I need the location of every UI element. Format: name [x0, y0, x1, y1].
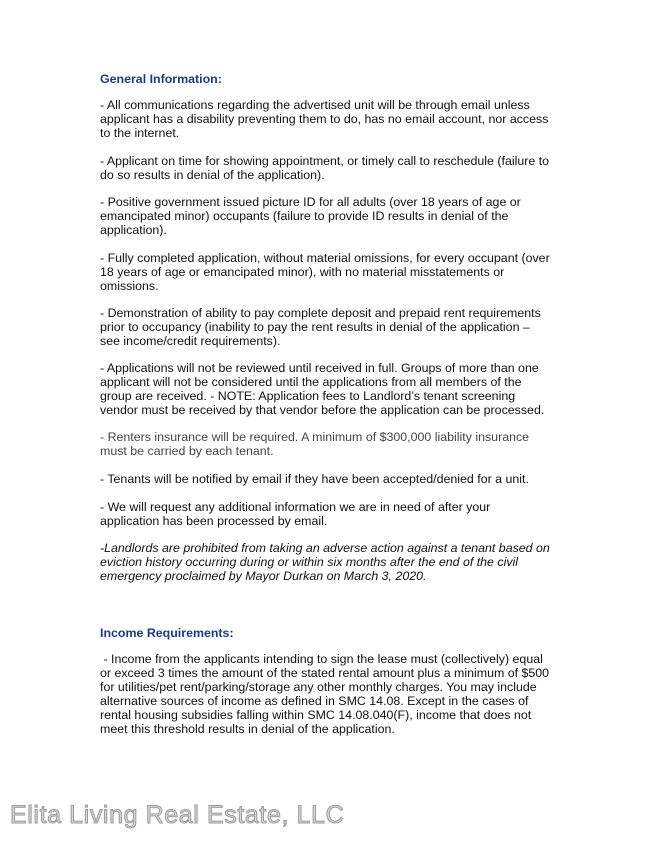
paragraph-email-communications: - All communications regarding the advertised unit will be through email unless applicant has a disability preventing them to do, has no email account, nor access to the internet. — [100, 98, 549, 140]
paragraph-tenant-notification: - Tenants will be notified by email if they have been accepted/denied for a unit. — [100, 472, 529, 486]
income-heading-colon: : — [229, 626, 234, 640]
paragraph-application-review: - Applications will not be reviewed until received in full. Groups of more than one applicant will not be considered until the applications from all members of the group are received. - NOTE: Application fees to Landlord’s tenant screening vendor must be received by that vendor before the application can be processed. — [100, 361, 545, 417]
general-information-heading: General Information: — [100, 72, 222, 86]
paragraph-additional-information: - We will request any additional information we are in need of after your application has been processed by email. — [100, 500, 491, 528]
income-heading-text: Income Requirements — [100, 626, 230, 640]
paragraph-picture-id: - Positive government issued picture ID for all adults (over 18 years of age or emancipated minor) occupants (failure to provide ID results in denial of the application). — [100, 195, 521, 237]
paragraph-renters-insurance: - Renters insurance will be required. A minimum of $300,000 liability insurance must be carried by each tenant. — [100, 430, 530, 458]
income-requirements-heading — [100, 626, 552, 640]
paragraph-eviction-history-notice: -Landlords are prohibited from taking an adverse action against a tenant based on eviction history occurring during or within six months after the end of the civil emergency proclaimed by Mayor Durkan on March 3, 2020. — [100, 541, 550, 583]
paragraph-completed-application: - Fully completed application, without material omissions, for every occupant (over 18 years of age or emancipated minor), with no material misstatements or omissions. — [100, 251, 550, 293]
paragraph-showing-appointment: - Applicant on time for showing appointment, or timely call to reschedule (failure to do so results in denial of the application). — [100, 154, 550, 182]
paragraph-deposit-ability: - Demonstration of ability to pay complete deposit and prepaid rent requirements prior to occupancy (inability to pay the rent results in denial of the application – see income/credit requirements). — [100, 306, 541, 348]
paragraph-income-requirements: - Income from the applicants intending to sign the lease must (collectively) equal or exceed 3 times the amount of the stated rental amount plus a minimum of $500 for utilities/pet rent/parking/storage any other monthly charges. You may include alternative sources of income as defined in SMC 14.08. Except in the cases of rental housing subsidies falling within SMC 14.08.040(F), income that does not meet this threshold results in denial of the application. — [100, 652, 553, 736]
watermark-text: Elita Living Real Estate, LLC — [10, 801, 345, 829]
